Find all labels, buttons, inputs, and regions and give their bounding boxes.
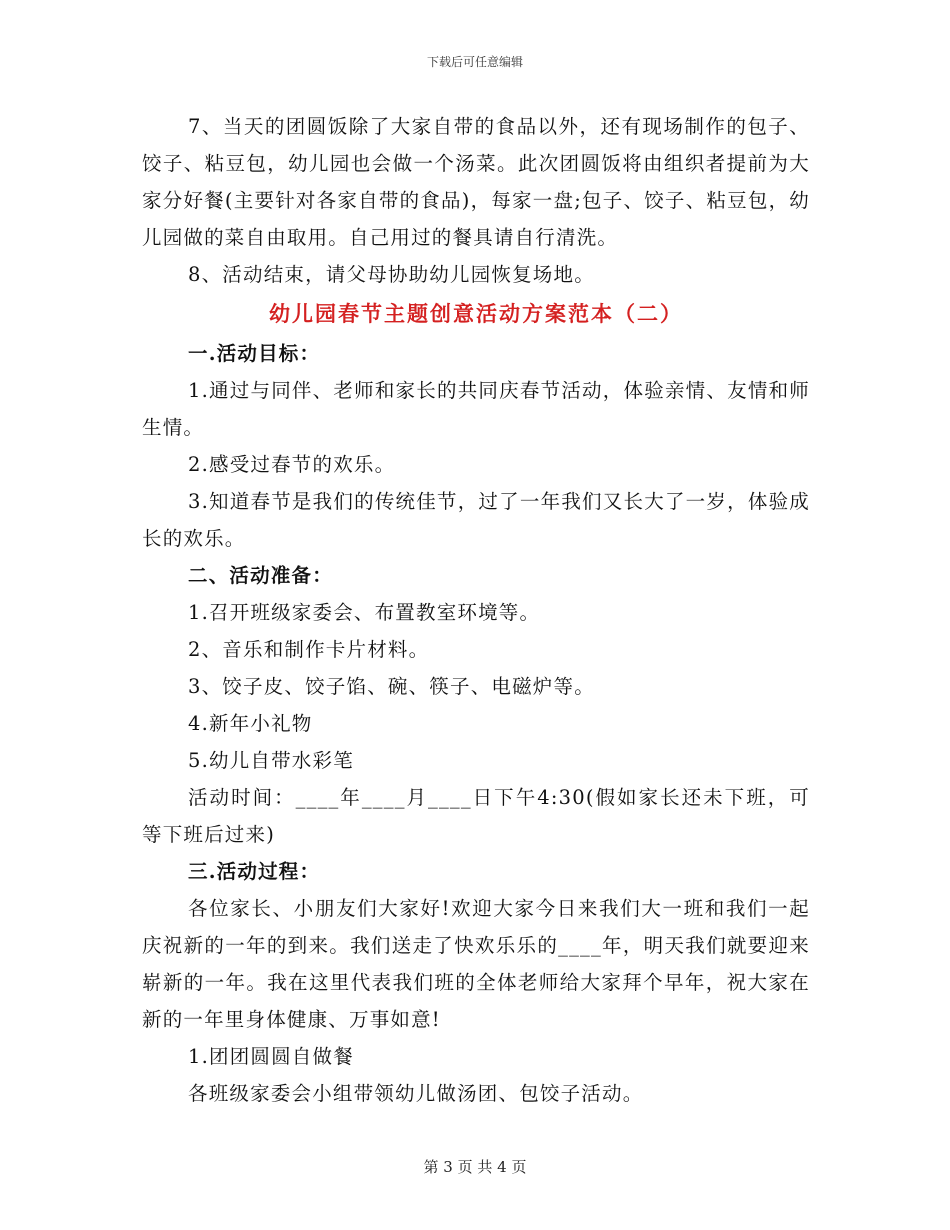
goal-item-2: 2.感受过春节的欢乐。 [188,453,396,476]
process-greeting: 各位家长、小朋友们大家好!欢迎大家今日来我们大一班和我们一起庆祝新的一年的到来。我们送走了快欢乐乐的____年，明天我们就要迎来崭新的一年。我在这里代表我们班的全体老师给大家拜个早年，祝大家在新的一年里身体健康、万事如意! [142,897,810,1031]
page-footer: 第 3 页 共 4 页 [423,1158,527,1176]
page-header: 下载后可任意编辑 [426,55,523,69]
document-body [142,108,810,1112]
paragraph-item-8: 8、活动结束，请父母协助幼儿园恢复场地。 [188,263,595,286]
paragraph-item-7: 7、当天的团圆饭除了大家自带的食品以外，还有现场制作的包子、饺子、粘豆包，幼儿园也会做一个汤菜。此次团圆饭将由组织者提前为大家分好餐(主要针对各家自带的食品)，每家一盘;包子、饺子、粘豆包，幼儿园做的菜自由取用。自己用过的餐具请自行清洗。 [142,115,810,249]
prep-item-4: 4.新年小礼物 [188,712,313,735]
process-item-1: 1.团团圆圆自做餐 [188,1045,354,1068]
prep-item-5: 5.幼儿自带水彩笔 [188,749,354,772]
heading-process: 三.活动过程： [188,860,321,883]
process-item-1-detail: 各班级家委会小组带领幼儿做汤团、包饺子活动。 [188,1082,644,1105]
goal-item-1: 1.通过与同伴、老师和家长的共同庆春节活动，体验亲情、友情和师生情。 [142,379,810,439]
prep-item-2: 2、音乐和制作卡片材料。 [188,638,430,661]
heading-goals: 一.活动目标： [188,342,321,365]
prep-item-1: 1.召开班级家委会、布置教室环境等。 [188,601,541,624]
heading-preparation: 二、活动准备： [188,564,333,587]
goal-item-3: 3.知道春节是我们的传统佳节，过了一年我们又长大了一岁，体验成长的欢乐。 [142,490,810,550]
prep-item-3: 3、饺子皮、饺子馅、碗、筷子、电磁炉等。 [188,675,595,698]
section-title: 幼儿园春节主题创意活动方案范本（二） [269,301,683,326]
activity-time: 活动时间：____年____月____日下午4:30(假如家长还未下班，可等下班后过来) [142,786,810,846]
